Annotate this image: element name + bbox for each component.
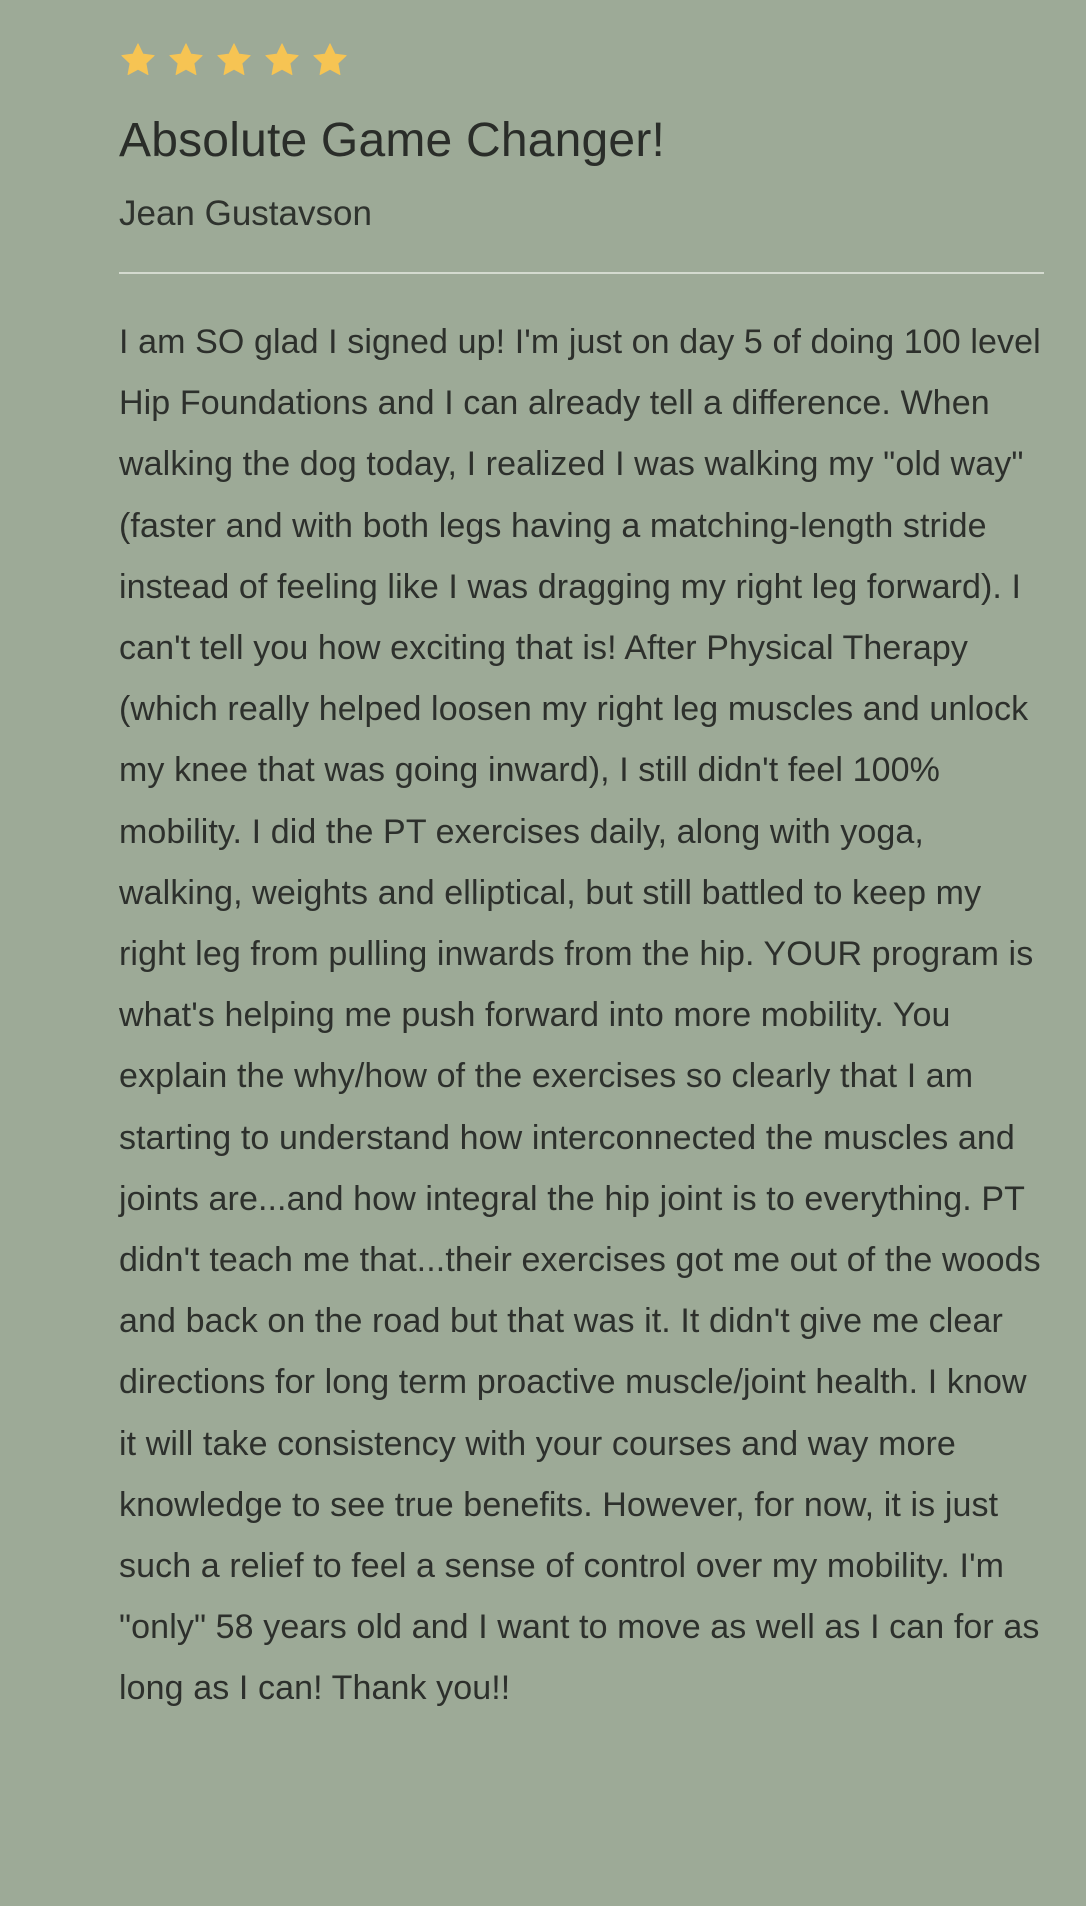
divider <box>119 272 1044 274</box>
star-icon <box>311 41 349 79</box>
review-body: I am SO glad I signed up! I'm just on day 5 of doing 100 level Hip Foundations and I can already tell a difference. When walking the dog today, I realized I was walking my "old way" (faster and with both legs having a matching-length stride instead of feeling like I was dragging my right leg forward). I can't tell you how exciting that is! After Physical Therapy (which really helped loosen my right leg muscles and unlock my knee that was going inward), I still didn't feel 100% mobility. I did the PT exercises daily, along with yoga, walking, weights and elliptical, but still battled to keep my right leg from pulling inwards from the hip. YOUR program is what's helping me push forward into more mobility. You explain the why/how of the exercises so clearly that I am starting to understand how interconnected the muscles and joints are...and how integral the hip joint is to everything. PT didn't teach me that...their exercises got me out of the woods and back on the road but that was it. It didn't give me clear directions for long term proactive muscle/joint health. I know it will take consistency with your courses and way more knowledge to see true benefits. However, for now, it is just such a relief to feel a sense of control over my mobility. I'm "only" 58 years old and I want to move as well as I can for as long as I can! Thank you!! <box>119 323 1041 1708</box>
star-icon <box>215 41 253 79</box>
review-author: Jean Gustavson <box>119 194 372 233</box>
star-icon <box>167 41 205 79</box>
star-icon <box>263 41 301 79</box>
star-rating <box>119 38 1044 82</box>
review-title: Absolute Game Changer! <box>119 114 666 167</box>
star-icon <box>119 41 157 79</box>
